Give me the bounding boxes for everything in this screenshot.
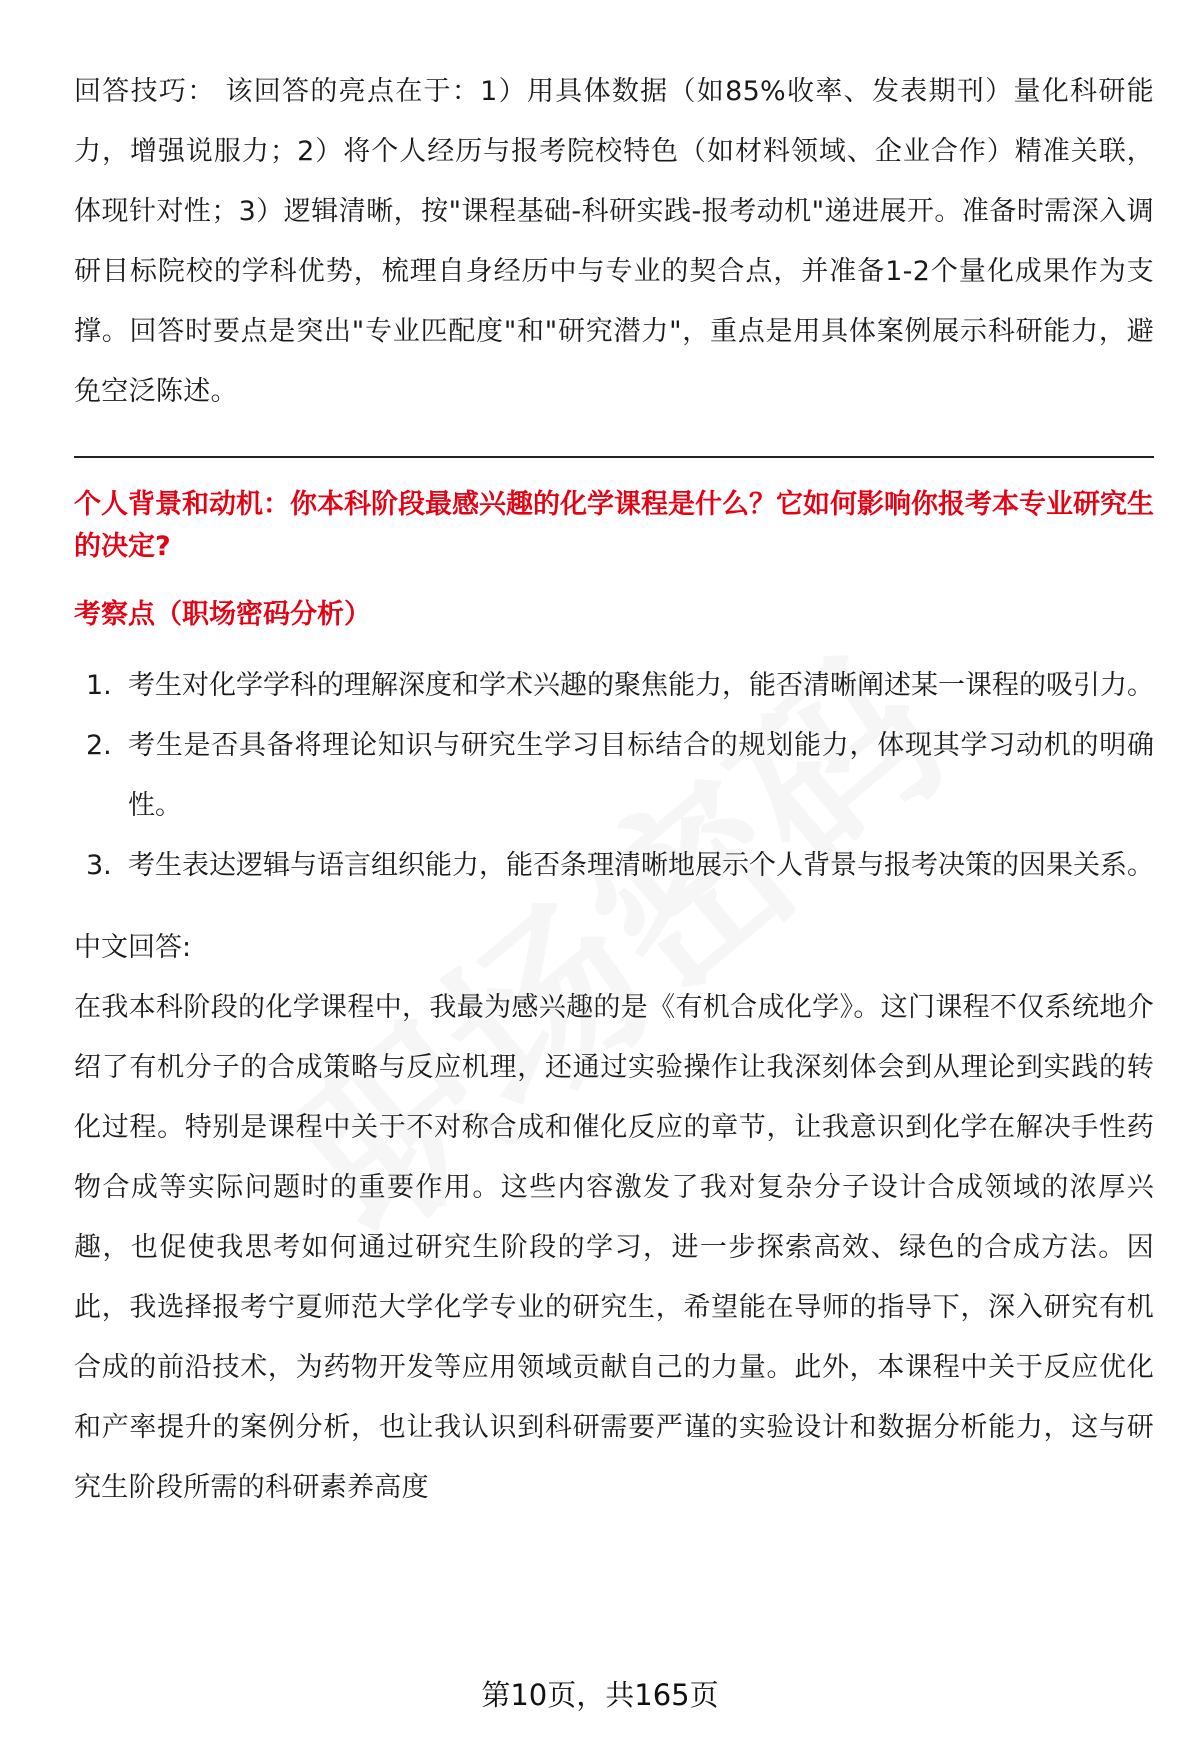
list-item — [74, 656, 1154, 716]
answer-paragraph: 在我本科阶段的化学课程中，我最为感兴趣的是《有机合成化学》。这门课程不仅系统地介绍了有机分子的合成策略与反应机理，还通过实验操作让我深刻体会到从理论到实践的转化过程。特别是课程中关于不对称合成和催化反应的章节，让我意识到化学在解决手性药物合成等实际问题时的重要作用。这些内容激发了我对复杂分子设计合成领域的浓厚兴趣，也促使我思考如何通过研究生阶段的学习，进一步探索高效、绿色的合成方法。因此，我选择报考宁夏师范大学化学专业的研究生，希望能在导师的指导下，深入研究有机合成的前沿技术，为药物开发等应用领域贡献自己的力量。此外，本课程中关于反应优化和产率提升的案例分析，也让我认识到科研需要严谨的实验设计和数据分析能力，这与研究生阶段所需的科研素养高度 — [74, 992, 1154, 1503]
list-item — [74, 716, 1154, 836]
section-divider — [74, 456, 1154, 458]
list-number: 1. — [86, 670, 112, 701]
question-heading: 个人背景和动机：你本科阶段最感兴趣的化学课程是什么？它如何影响你报考本专业研究生的决定? — [74, 489, 1154, 562]
document-page — [74, 62, 1154, 1518]
list-item-text: 考生是否具备将理论知识与研究生学习目标结合的规划能力，体现其学习动机的明确性。 — [128, 730, 1154, 821]
list-item-text: 考生表达逻辑与语言组织能力，能否条理清晰地展示个人背景与报考决策的因果关系。 — [128, 850, 1154, 881]
list-number: 3. — [86, 850, 112, 881]
list-number: 2. — [86, 730, 112, 761]
assessment-list — [74, 656, 1154, 896]
assessment-heading: 考察点（职场密码分析） — [74, 599, 371, 630]
answer-label: 中文回答: — [74, 932, 192, 963]
list-item — [74, 836, 1154, 896]
list-item-text: 考生对化学学科的理解深度和学术兴趣的聚焦能力，能否清晰阐述某一课程的吸引力。 — [128, 670, 1154, 701]
answer-tip-paragraph: 回答技巧： 该回答的亮点在于：1）用具体数据（如85%收率、发表期刊）量化科研能力，增强说服力；2）将个人经历与报考院校特色（如材料领域、企业合作）精准关联，体现针对性；3）逻辑清晰，按"课程基础-科研实践-报考动机"递进展开。准备时需深入调研目标院校的学科优势，梳理自身经历中与专业的契合点，并准备1-2个量化成果作为支撑。回答时要点是突出"专业匹配度"和"研究潜力"，重点是用具体案例展示科研能力，避免空泛陈述。 — [74, 76, 1154, 407]
page-number: 第10页，共165页 — [481, 1678, 719, 1712]
